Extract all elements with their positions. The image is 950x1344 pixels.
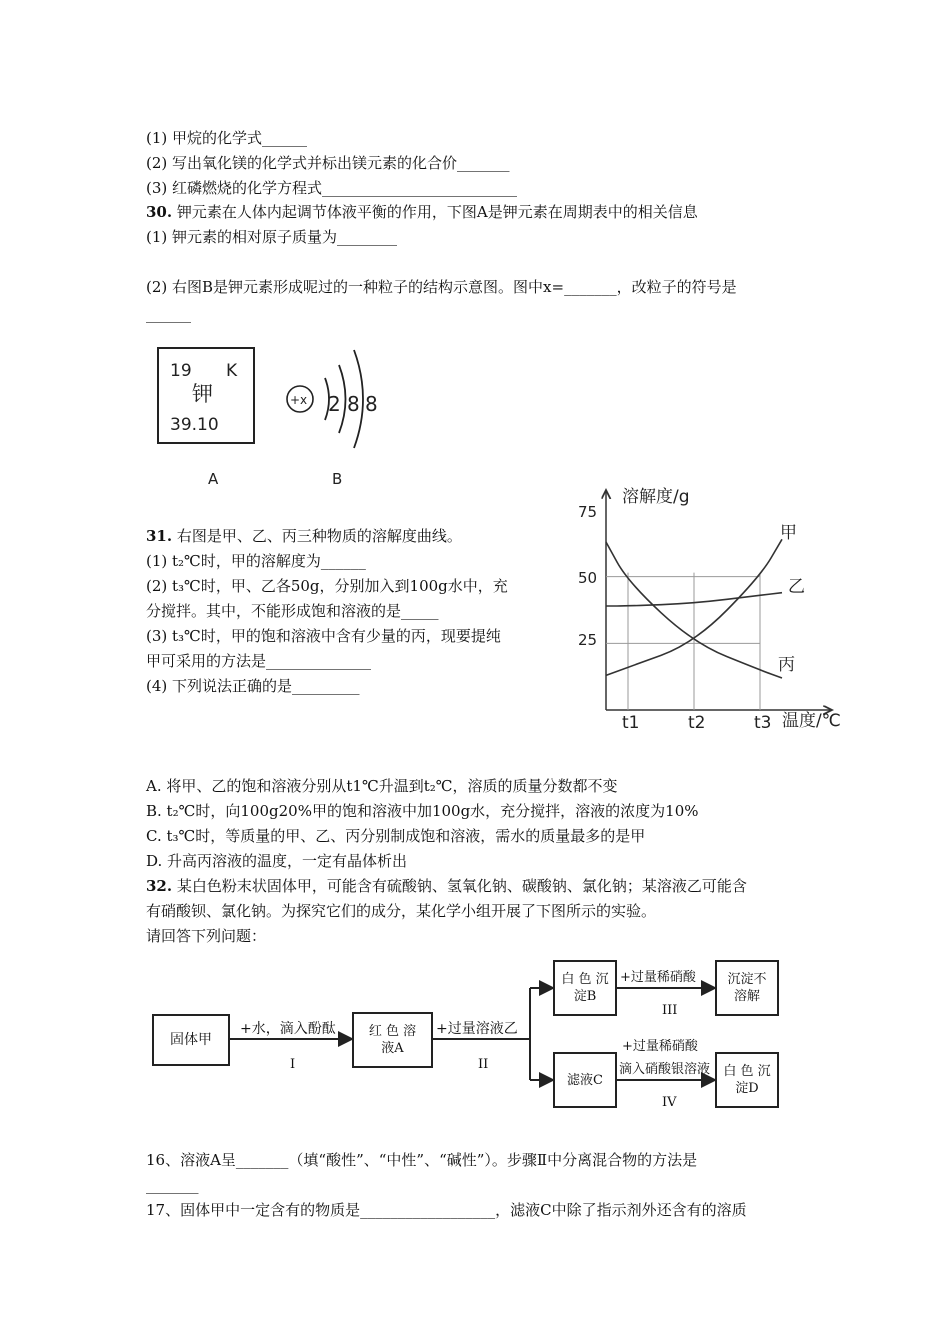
white-precipitate-b-box: 白 色 沉淀B (553, 960, 617, 1016)
element-symbol: K (226, 361, 238, 381)
option-b: B. t₂℃时，向100g20%甲的饱和溶液中加100g水，充分搅拌，溶液的浓度为10% (146, 802, 699, 820)
question-line: (3) 红磷燃烧的化学方程式__________________________ (146, 179, 518, 197)
roman-i: I (290, 1057, 296, 1072)
atomic-mass: 39.10 (170, 415, 219, 435)
series-label-jia: 甲 (780, 523, 797, 543)
filtrate-c-box: 滤液C (553, 1052, 617, 1108)
step-4-label-a: +过量稀硝酸 (622, 1039, 698, 1054)
option-a: A. 将甲、乙的饱和溶液分别从t1℃升温到t₂℃，溶质的质量分数都不变 (146, 777, 618, 795)
atomic-number: 19 (170, 361, 192, 381)
label-a: A (208, 470, 219, 488)
x-axis-label: 温度/℃ (782, 711, 841, 731)
y-axis-label: 溶解度/g (622, 487, 690, 507)
y-tick-label: 75 (578, 503, 598, 521)
element-name: 钾 (192, 382, 213, 406)
question-line: _______ (146, 1176, 199, 1194)
series-label-bing: 丙 (778, 655, 795, 675)
roman-ii: II (478, 1057, 489, 1072)
y-tick-label: 25 (578, 631, 598, 649)
white-precipitate-d-box: 白 色 沉淀D (715, 1052, 779, 1108)
shell-1: 2 (328, 392, 341, 416)
question-line: 请回答下列问题： (146, 927, 267, 945)
x-tick-label: t1 (622, 713, 640, 733)
question-line: 甲可采用的方法是______________ (146, 652, 372, 670)
step-3-label: +过量稀硝酸 (620, 970, 696, 985)
question-line: (3) t₃℃时，甲的饱和溶液中含有少量的丙，现要提纯 (146, 627, 501, 645)
shell-3: 8 (365, 392, 378, 416)
question-line: (1) 钾元素的相对原子质量为________ (146, 228, 398, 246)
question-line: (2) 右图B是钾元素形成呢过的一种粒子的结构示意图。图中x=_______，改粒子的符号是 (146, 278, 737, 296)
roman-iv: IV (662, 1095, 677, 1110)
x-tick-label: t3 (754, 713, 772, 733)
no-dissolve-box: 沉淀不 溶解 (715, 960, 779, 1016)
solid-jia-box: 固体甲 (152, 1014, 230, 1066)
step-4-label-b: 滴入硝酸银溶液 (619, 1062, 711, 1077)
shell-2: 8 (347, 392, 360, 416)
question-17: 17、固体甲中一定含有的物质是__________________，滤液C中除了指示剂外还含有的溶质 (146, 1201, 747, 1219)
step-2-label: +过量溶液乙 (436, 1021, 518, 1037)
nucleus-charge: +x (290, 393, 308, 407)
question-line: 有硝酸钡、氯化钠。为探究它们的成分，某化学小组开展了下图所示的实验。 (146, 902, 657, 920)
question-32-heading: 32. 某白色粉末状固体甲，可能含有硫酸钠、氢氧化钠、碳酸钠、氯化钠；某溶液乙可能含 (146, 877, 747, 895)
question-line: 分搅拌。其中，不能形成饱和溶液的是_____ (146, 602, 439, 620)
question-31-heading: 31. 右图是甲、乙、丙三种物质的溶解度曲线。 (146, 527, 462, 545)
y-tick-label: 50 (578, 569, 598, 587)
question-line: (4) 下列说法正确的是_________ (146, 677, 360, 695)
question-line: (2) t₃℃时，甲、乙各50g，分别加入到100g水中，充 (146, 577, 508, 595)
option-c: C. t₃℃时，等质量的甲、乙、丙分别制成饱和溶液，需水的质量最多的是甲 (146, 827, 646, 845)
question-line: (2) 写出氧化镁的化学式并标出镁元素的化合价_______ (146, 154, 510, 172)
step-1-label: +水，滴入酚酞 (240, 1021, 336, 1037)
series-label-yi: 乙 (788, 577, 805, 597)
question-line: (1) t₂℃时，甲的溶解度为______ (146, 552, 366, 570)
question-line: ______ (146, 305, 191, 323)
label-b: B (332, 470, 343, 488)
question-30-heading: 30. 钾元素在人体内起调节体液平衡的作用，下图A是钾元素在周期表中的相关信息 (146, 203, 698, 221)
red-solution-a-box: 红 色 溶 液A (352, 1012, 433, 1068)
x-tick-label: t2 (688, 713, 706, 733)
question-line: (1) 甲烷的化学式______ (146, 129, 308, 147)
question-16: 16、溶液A呈_______（填“酸性”、“中性”、“碱性”）。步骤Ⅱ中分离混合物的方法是 (146, 1151, 698, 1169)
roman-iii: III (662, 1003, 678, 1018)
option-d: D. 升高丙溶液的温度，一定有晶体析出 (146, 852, 408, 870)
